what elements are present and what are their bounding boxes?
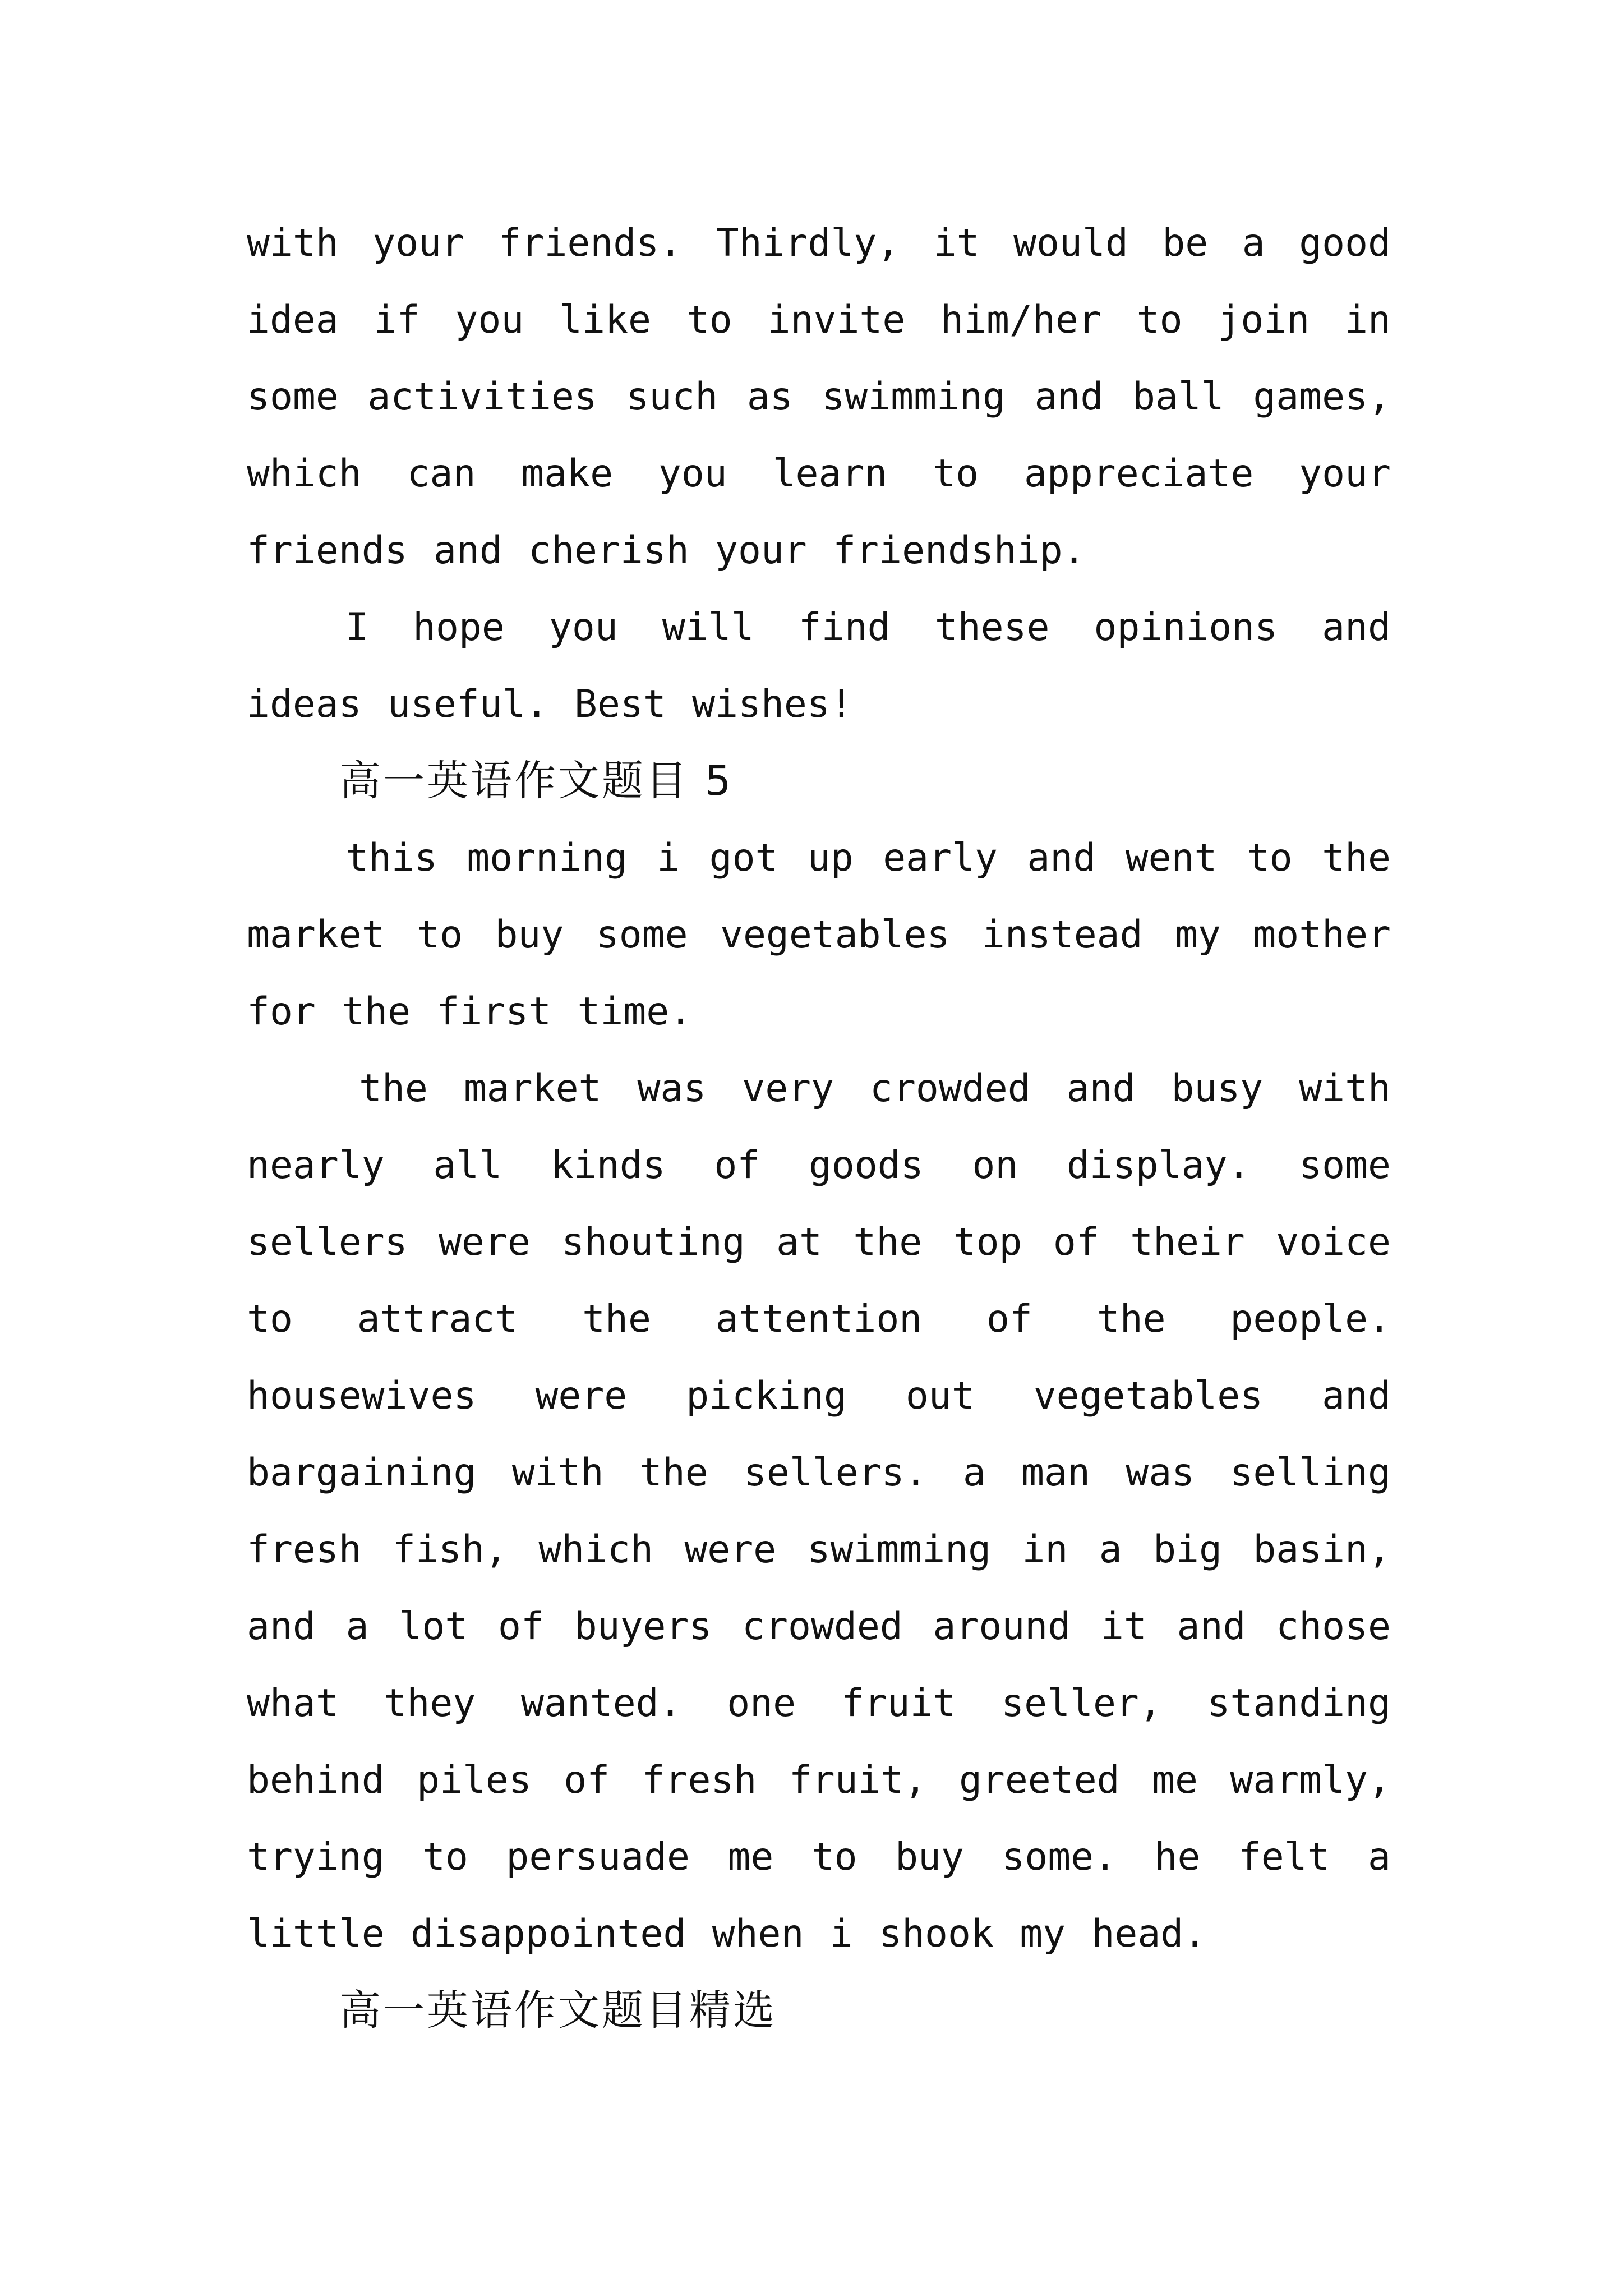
paragraph-market-description: the market was very crowded and busy with nearly all kinds of goods on display. some sellers were shouting at the top of their voice to attract the attention of the people. housewives were picking out vegetables and bargaining with the sellers. a man was selling fresh fish, which were swimming in a big basin, and a lot of buyers crowded around it and chose what they wanted. one fruit seller, standing behind piles of fresh fruit, greeted me warmly, trying to persuade me to buy some. he felt a little disappointed when i shook my head. bbox=[247, 1066, 1391, 1956]
document-body bbox=[247, 205, 1391, 2049]
paragraph-market-intro: this morning i got up early and went to the market to buy some vegetables instead my mother for the first time. bbox=[247, 836, 1391, 1034]
paragraph-closing: I hope you will find these opinions and ideas useful. Best wishes! bbox=[247, 605, 1391, 726]
section-heading-5: 高一英语作文题目 5 bbox=[339, 757, 734, 805]
paragraph-friendship-advice: with your friends. Thirdly, it would be a good idea if you like to invite him/her to join in some activities such as swimming and ball games, which can make you learn to appreciate your friends and cherish your friendship. bbox=[247, 221, 1391, 573]
section-heading-selected: 高一英语作文题目精选 bbox=[339, 1986, 777, 2035]
